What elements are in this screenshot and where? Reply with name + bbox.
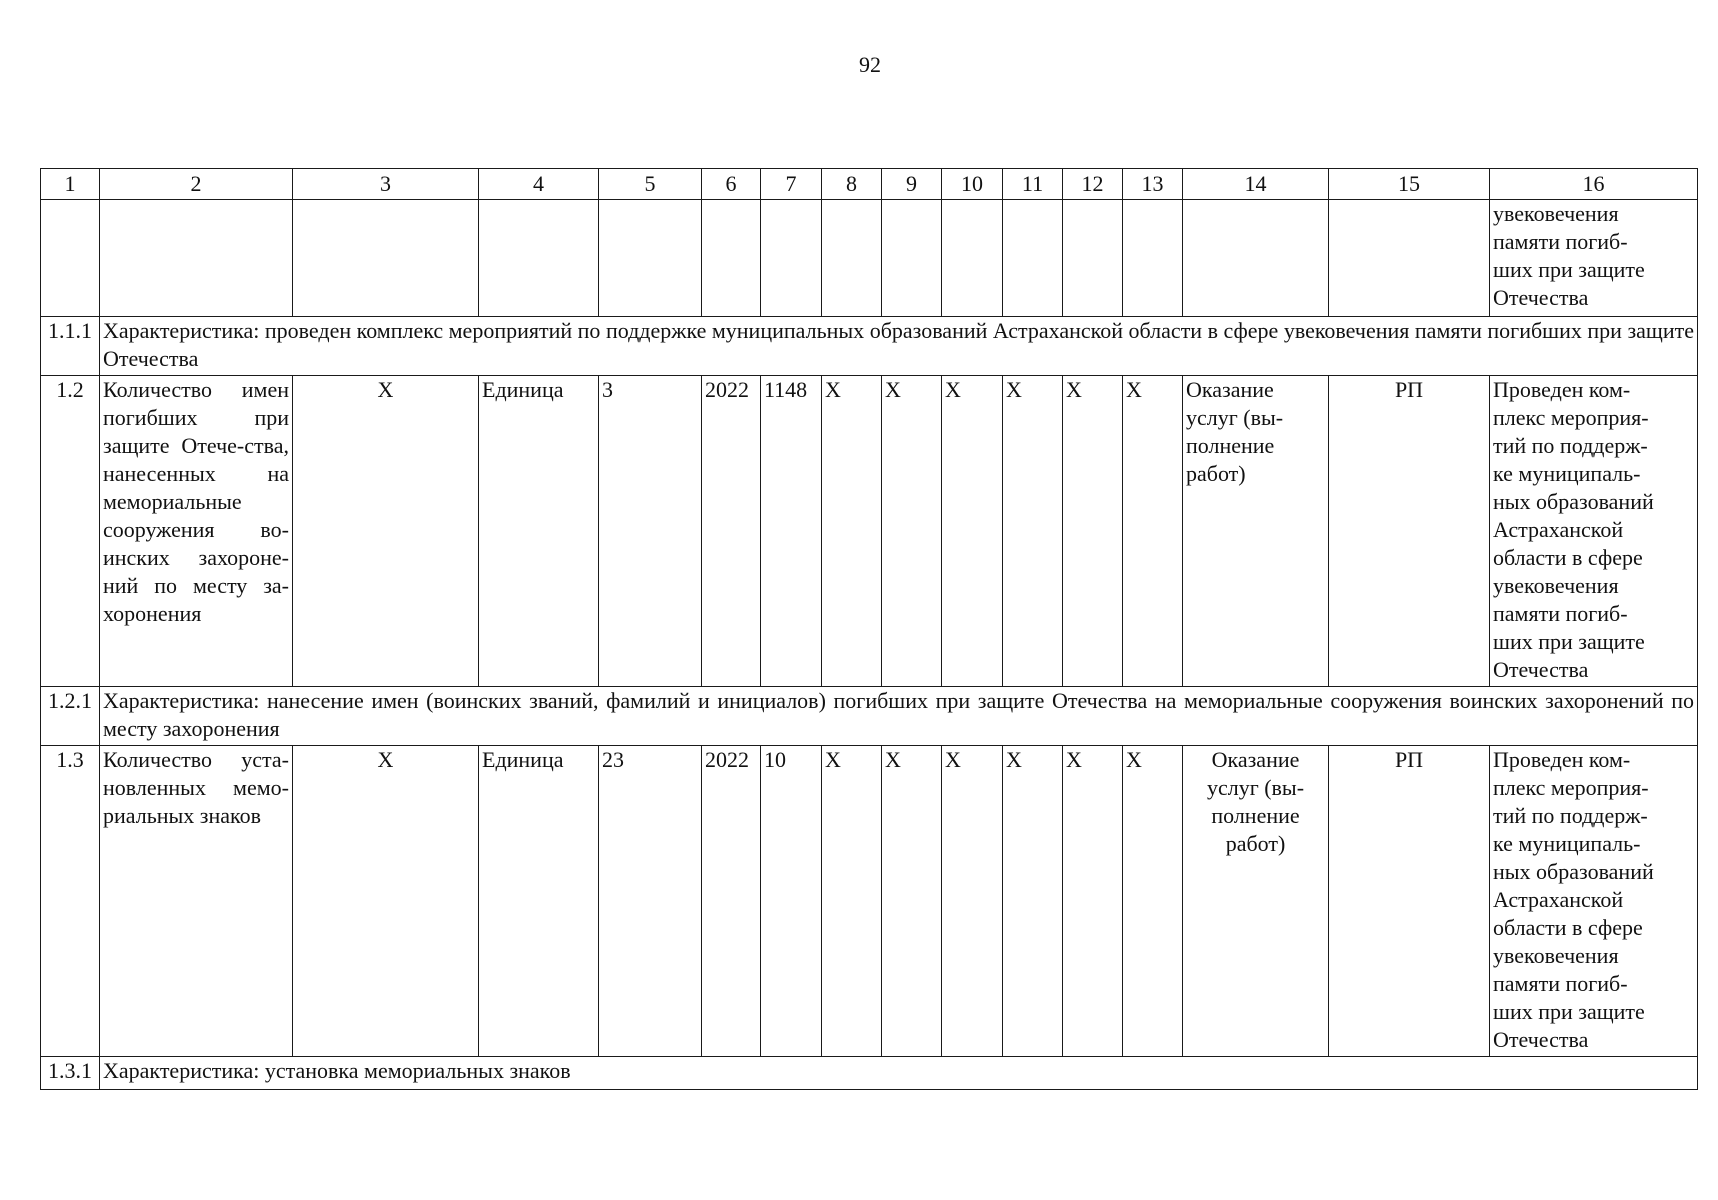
col9-value: Х [882,376,942,687]
header-cell: 8 [822,169,882,200]
indicator-row-1-3 [41,746,1698,1057]
row-number: 1.2.1 [41,687,100,746]
col15-value: РП [1329,746,1490,1057]
header-cell: 13 [1123,169,1183,200]
header-cell: 10 [942,169,1003,200]
col7-value: 10 [761,746,822,1057]
col11-value: Х [1003,746,1063,1057]
continuation-row [41,200,1698,317]
col16-value: Проведен ком- плекс мероприя- тий по поддерж- ке муниципаль- ных образований Астраханской области в сфере увековечения памяти погиб- ших при защите Отечества [1490,746,1698,1057]
characteristic-row-1-3-1 [41,1057,1698,1090]
indicator-name: Количество имен погибших при защите Отече-ства, нанесенных на мемориальные сооружения во-инских захороне-ний по месту за-хоронения [100,376,293,687]
year-value: 2022 [702,376,761,687]
characteristic-text: Характеристика: нанесение имен (воинских званий, фамилий и инициалов) погибших при защите Отечества на мемориальные сооружения воинских захоронений по месту захоронения [100,687,1698,746]
col10-value: Х [942,746,1003,1057]
characteristic-row-1-1-1 [41,317,1698,376]
indicator-row-1-2 [41,376,1698,687]
header-cell: 14 [1183,169,1329,200]
col16-value: Проведен ком- плекс мероприя- тий по поддерж- ке муниципаль- ных образований Астраханской области в сфере увековечения памяти погиб- ших при защите Отечества [1490,376,1698,687]
row-number: 1.2 [41,376,100,687]
header-cell: 11 [1003,169,1063,200]
header-cell: 6 [702,169,761,200]
col8-value: Х [822,746,882,1057]
header-cell: 3 [293,169,479,200]
unit-value: Единица [479,376,599,687]
header-cell: 15 [1329,169,1490,200]
row-number: 1.3.1 [41,1057,100,1090]
col3-value: Х [293,376,479,687]
col5-value: 23 [599,746,702,1057]
header-cell: 16 [1490,169,1698,200]
col8-value: Х [822,376,882,687]
header-cell: 9 [882,169,942,200]
col14-value: Оказание услуг (вы- полнение работ) [1183,746,1329,1057]
header-row [41,169,1698,200]
characteristic-row-1-2-1 [41,687,1698,746]
header-cell: 12 [1063,169,1123,200]
indicators-table [40,168,1698,1090]
header-cell: 7 [761,169,822,200]
continuation-col16: увековечения памяти погиб- ших при защите Отечества [1490,200,1698,317]
col15-value: РП [1329,376,1490,687]
col9-value: Х [882,746,942,1057]
characteristic-text: Характеристика: установка мемориальных знаков [100,1057,1698,1090]
col13-value: Х [1123,376,1183,687]
col13-value: Х [1123,746,1183,1057]
col12-value: Х [1063,376,1123,687]
col10-value: Х [942,376,1003,687]
characteristic-text: Характеристика: проведен комплекс мероприятий по поддержке муниципальных образований Астраханской области в сфере увековечения памяти погибших при защите Отечества [100,317,1698,376]
page-number: 92 [859,52,881,77]
col7-value: 1148 [761,376,822,687]
col12-value: Х [1063,746,1123,1057]
year-value: 2022 [702,746,761,1057]
indicator-name: Количество уста-новленных мемо-риальных знаков [100,746,293,1057]
col5-value: 3 [599,376,702,687]
unit-value: Единица [479,746,599,1057]
row-number: 1.1.1 [41,317,100,376]
header-cell: 2 [100,169,293,200]
header-cell: 5 [599,169,702,200]
col11-value: Х [1003,376,1063,687]
col14-value: Оказание услуг (вы- полнение работ) [1183,376,1329,687]
row-number: 1.3 [41,746,100,1057]
col3-value: Х [293,746,479,1057]
header-cell: 1 [41,169,100,200]
header-cell: 4 [479,169,599,200]
